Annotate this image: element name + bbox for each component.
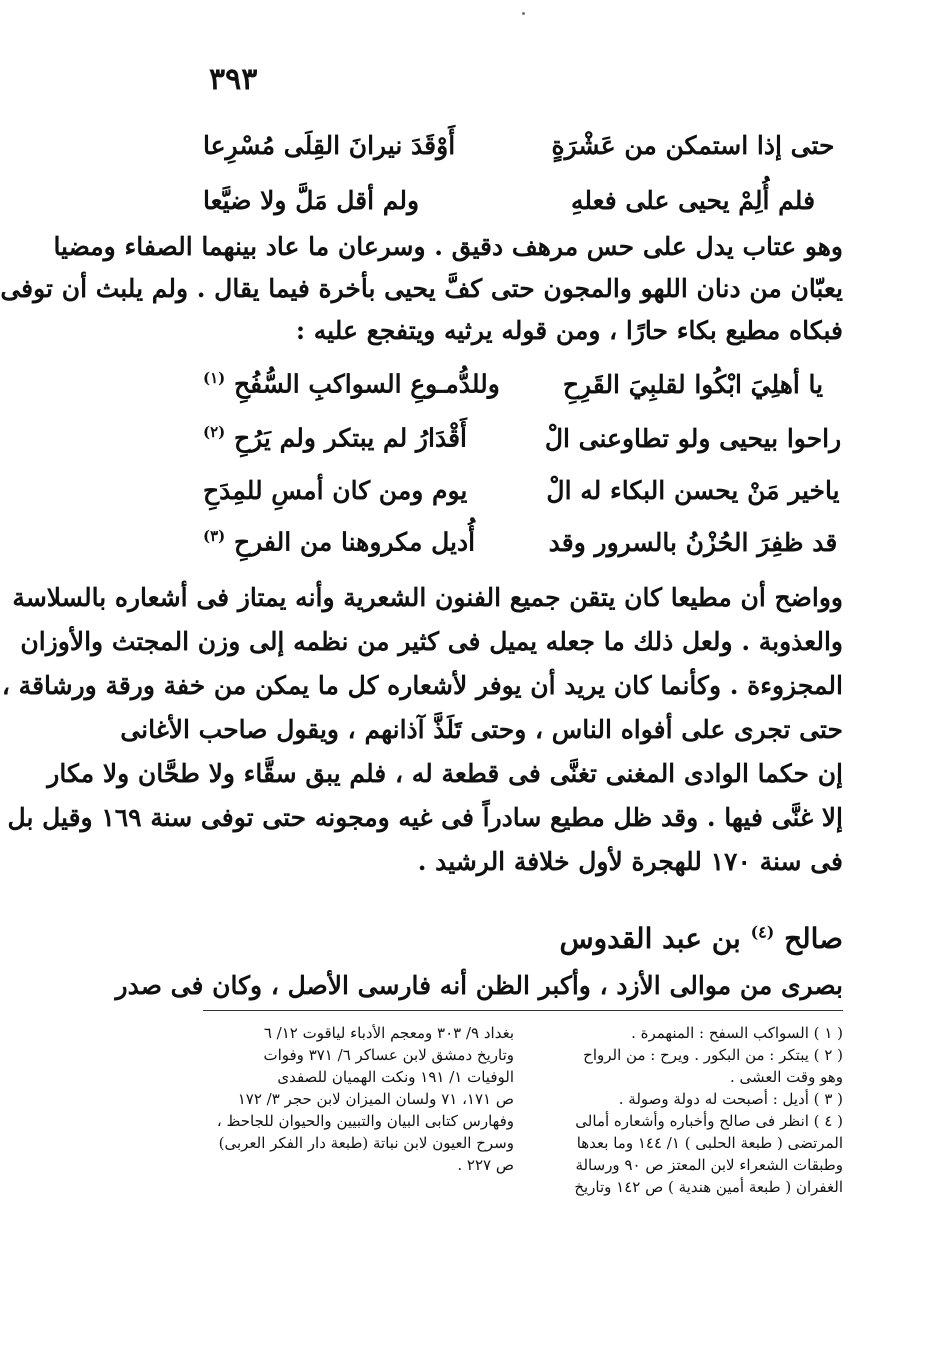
verse-first-hemistich: ياخير مَنْ يحسن البكاء له الْ bbox=[546, 475, 840, 505]
verse-second-text: وللدُّمـوعِ السواكبِ السُّفُحِ bbox=[234, 369, 500, 399]
text-line: وهو عتاب يدل على حس مرهف دقيق . وسرعان ما عاد بينهما الصفاء ومضيا bbox=[53, 232, 843, 261]
verse-second-text: أَقْدَارُ لم يبتكر ولم يَرُحِ bbox=[234, 423, 467, 453]
verse-first-hemistich: حتى إذا استمكن من عَشْرَةٍ bbox=[551, 130, 835, 160]
footnote-marker: (٢) bbox=[203, 423, 226, 442]
footnote-line: وهو وقت العشى . bbox=[730, 1068, 843, 1086]
verse-second-text: أُديل مكروهنا من الفرحِ bbox=[234, 527, 476, 557]
footnote-line: وتاريخ دمشق لابن عساكر ٦/ ٣٧١ وفوات bbox=[263, 1046, 514, 1064]
footnote-line: ( ٣ ) أديل : أصبحت له دولة وصولة . bbox=[618, 1090, 843, 1108]
section-heading bbox=[559, 922, 843, 955]
verse-second-hemistich: أَوْقَدَ نيرانَ القِلَى مُسْرِعا bbox=[203, 130, 456, 160]
paragraph-section bbox=[115, 966, 843, 1006]
footnote-divider bbox=[203, 1010, 843, 1011]
paragraph-main bbox=[1, 576, 843, 884]
text-line: بصرى من موالى الأزد ، وأكبر الظن أنه فارسى الأصل ، وكان فى صدر bbox=[115, 971, 843, 1000]
verse-first-hemistich: يا أهلِيَ ابْكُوا لقلبِيَ القَرِحِ bbox=[562, 369, 824, 399]
footnote-marker: (٤) bbox=[750, 922, 775, 942]
footnote-line: ( ١ ) السواكب السفح : المنهمرة . bbox=[631, 1024, 843, 1042]
verse-second-hemistich bbox=[203, 423, 503, 452]
footnote-line: ص ٢٢٧ . bbox=[457, 1156, 514, 1174]
elegy-verse-line bbox=[203, 468, 843, 512]
scan-mark bbox=[522, 12, 525, 15]
verse-second-hemistich bbox=[203, 476, 503, 505]
footnotes-right-column bbox=[525, 1022, 843, 1198]
text-line: إن حكما الوادى المغنى تغنَّى فى قطعة له ، فلم يبق سقَّاء ولا طحَّان ولا مكار bbox=[47, 759, 843, 788]
verse-second-hemistich bbox=[203, 527, 503, 556]
verse-second-hemistich bbox=[203, 369, 503, 398]
text-line: المجزوءة . وكأنما كان يريد أن يوفر لأشعاره كل ما يمكن من خفة ورقة ورشاقة ، bbox=[1, 671, 843, 700]
text-line: إلا غنَّى فيها . وقد ظل مطيع سادراً فى غيه ومجونه حتى توفى سنة ١٦٩ وقيل بل bbox=[7, 803, 843, 832]
verse-first-hemistich: راحوا بيحيى ولو تطاوعنى الْ bbox=[544, 423, 842, 453]
heading-name: صالح bbox=[784, 922, 843, 955]
footnote-line: وفهارس كتابى البيان والتبيين والحيوان للجاحظ ، bbox=[216, 1112, 514, 1130]
paragraph-intro bbox=[0, 226, 843, 352]
text-line: فبكاه مطيع بكاء حارًا ، ومن قوله يرثيه ويتفجع عليه : bbox=[295, 316, 843, 345]
footnote-marker: (٣) bbox=[203, 527, 226, 546]
verse-line bbox=[203, 123, 843, 167]
footnote-line: وطبقات الشعراء لابن المعتز ص ٩٠ ورسالة bbox=[575, 1156, 843, 1174]
heading-name-rest: بن عبد القدوس bbox=[559, 922, 741, 955]
footnote-line: ص ١٧١، ٧١ ولسان الميزان لابن حجر ٣/ ١٧٢ bbox=[237, 1090, 514, 1108]
verse-first-hemistich: فلم أُلِمْ يحيى على فعلهِ bbox=[570, 185, 816, 215]
text-line: حتى تجرى على أفواه الناس ، وحتى تَلَذَّ آذانهم ، ويقول صاحب الأغانى bbox=[120, 715, 843, 744]
verse-second-text: يوم ومن كان أمسِ للمِدَحِ bbox=[203, 475, 468, 505]
footnote-line: بغداد ٩/ ٣٠٣ ومعجم الأدباء لياقوت ١٢/ ٦ bbox=[263, 1024, 514, 1042]
footnote-line: المرتضى ( طبعة الحلبى ) ١/ ١٤٤ وما بعدها bbox=[576, 1134, 843, 1152]
footnote-line: وسرح العيون لابن نباتة (طبعة دار الفكر العربى) bbox=[218, 1134, 514, 1152]
text-line: والعذوبة . ولعل ذلك ما جعله يميل فى كثير من نظمه إلى وزن المجتث والأوزان bbox=[20, 627, 843, 656]
footnotes-left-column bbox=[204, 1022, 514, 1176]
footnote-line: الوفيات ١/ ١٩١ ونكت الهميان للصفدى bbox=[277, 1068, 514, 1086]
verse-second-hemistich: ولم أقل مَلَّ ولا ضيَّعا bbox=[203, 185, 420, 215]
text-line: يعبّان من دنان اللهو والمجون حتى كفَّ يحيى بأخرة فيما يقال . ولم يلبث أن توفى bbox=[0, 274, 843, 303]
elegy-verse-line bbox=[203, 416, 843, 460]
footnote-marker: (١) bbox=[203, 369, 226, 388]
footnote-line: ( ٢ ) يبتكر : من البكور . ويرح : من الرواح bbox=[583, 1046, 843, 1064]
verse-first-hemistich: قد ظفِرَ الحُزْنُ بالسرور وقد bbox=[548, 527, 838, 557]
elegy-verse-line bbox=[203, 362, 843, 406]
text-line: وواضح أن مطيعا كان يتقن جميع الفنون الشعرية وأنه يمتاز فى أشعاره بالسلاسة bbox=[12, 583, 843, 612]
page-number: ٣٩٣ bbox=[209, 62, 258, 97]
verse-line bbox=[203, 178, 843, 222]
text-line: فى سنة ١٧٠ للهجرة لأول خلافة الرشيد . bbox=[417, 847, 843, 876]
elegy-verse-line bbox=[203, 520, 843, 564]
footnote-line: الغفران ( طبعة أمين هندية ) ص ١٤٢ وتاريخ bbox=[574, 1178, 843, 1196]
footnote-line: ( ٤ ) انظر فى صالح وأخباره وأشعاره أمالى bbox=[575, 1112, 843, 1130]
